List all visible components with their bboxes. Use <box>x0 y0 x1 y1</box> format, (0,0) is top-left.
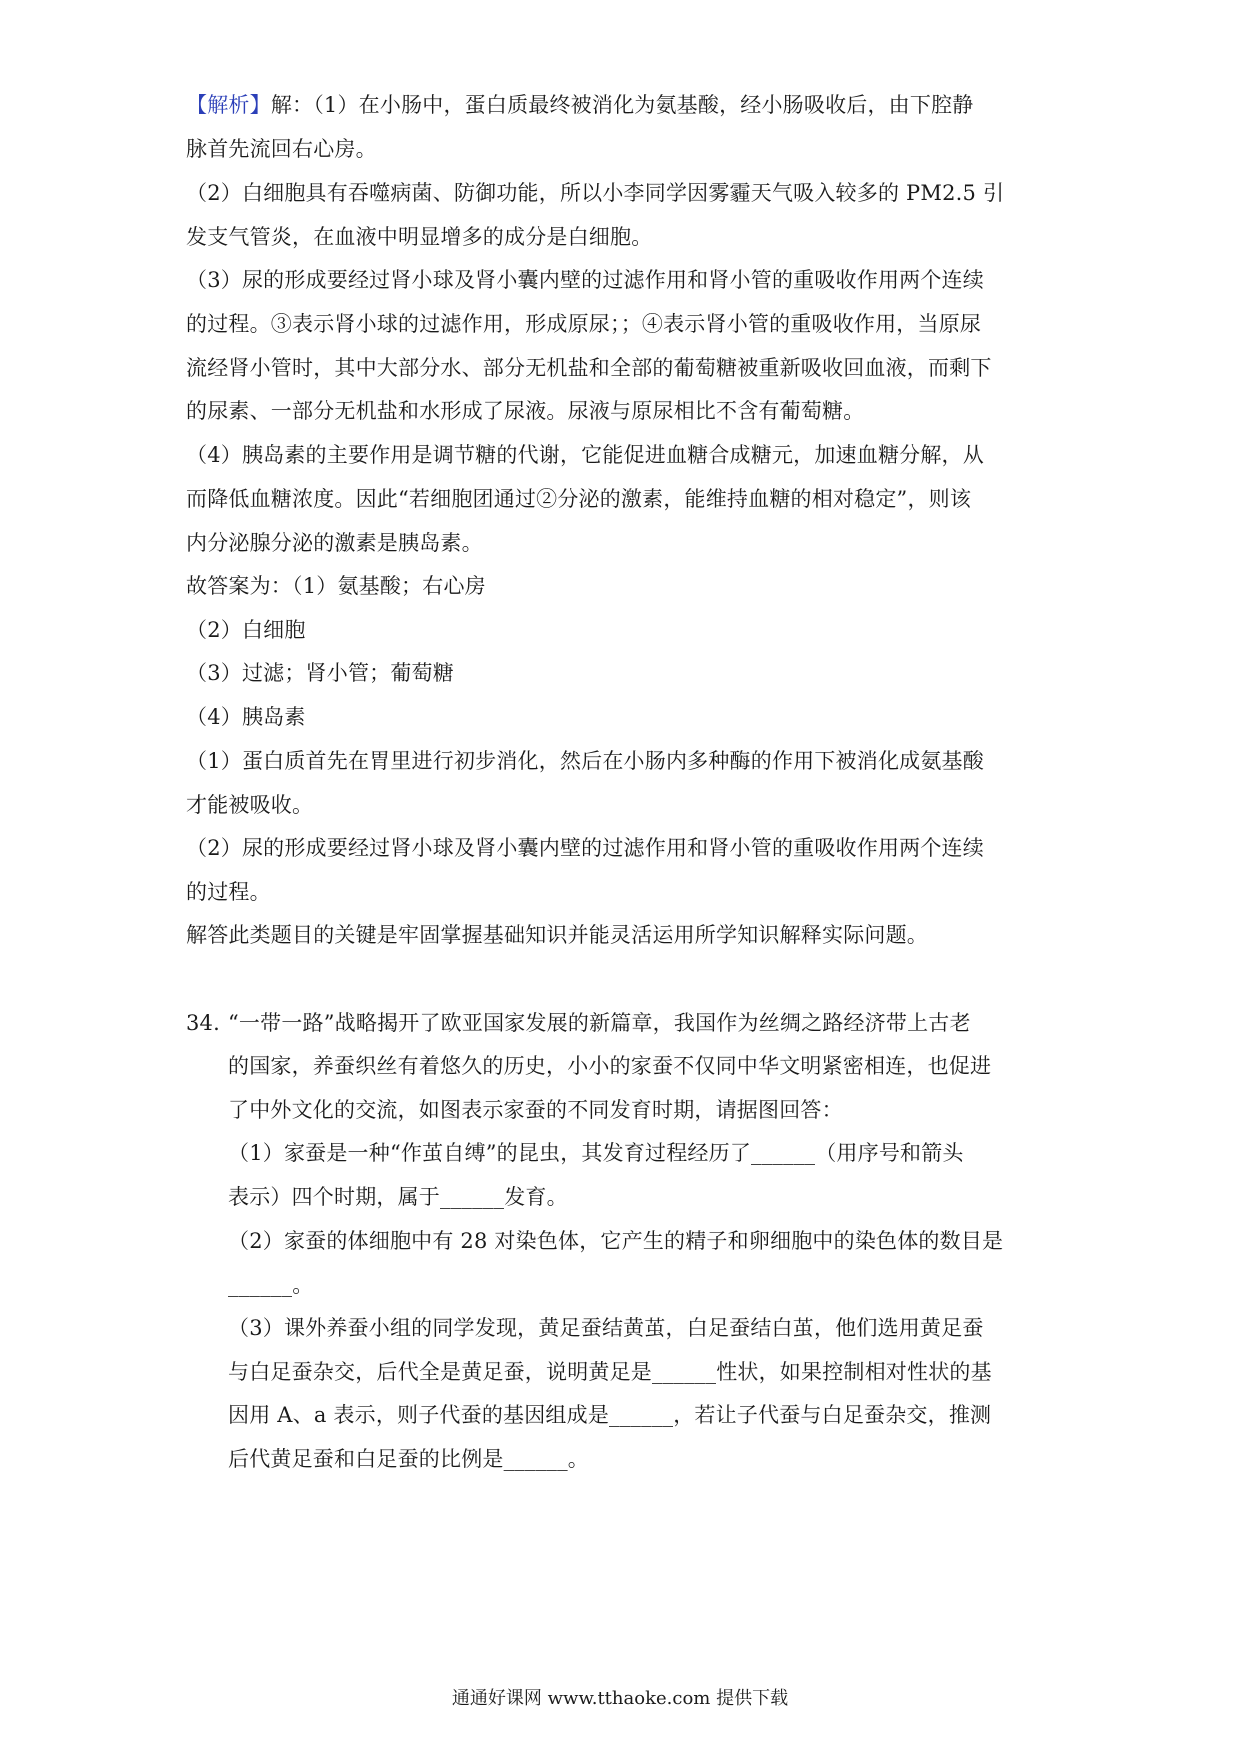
analysis-line: 才能被吸收。 <box>186 793 314 817</box>
analysis-line: （4）胰岛素的主要作用是调节糖的代谢，它能促进血糖合成糖元，加速血糖分解，从 <box>186 443 984 467</box>
analysis-line: 的尿素、一部分无机盐和水形成了尿液。尿液与原尿相比不含有葡萄糖。 <box>186 399 865 423</box>
analysis-line: 而降低血糖浓度。因此“若细胞团通过②分泌的激素，能维持血糖的相对稳定”，则该 <box>186 487 972 511</box>
question-line: ______。 <box>228 1273 314 1297</box>
analysis-first-line-text: 解：（1）在小肠中，蛋白质最终被消化为氨基酸，经小肠吸收后，由下腔静 <box>270 93 974 117</box>
answer-line: （2）白细胞 <box>186 618 306 642</box>
analysis-tag: 【解析】 <box>186 93 271 117</box>
analysis-line: （3）尿的形成要经过肾小球及肾小囊内壁的过滤作用和肾小管的重吸收作用两个连续 <box>186 268 984 292</box>
question-line: 的国家，养蚕织丝有着悠久的历史，小小的家蚕不仅同中华文明紧密相连，也促进 <box>228 1054 992 1078</box>
analysis-line: 的过程。 <box>186 880 271 904</box>
analysis-line: （1）蛋白质首先在胃里进行初步消化，然后在小肠内多种酶的作用下被消化成氨基酸 <box>186 749 984 773</box>
question-line: “一带一路”战略揭开了欧亚国家发展的新篇章，我国作为丝绸之路经济带上古老 <box>228 1011 971 1035</box>
question-line: （2）家蚕的体细胞中有 28 对染色体，它产生的精子和卵细胞中的染色体的数目是 <box>228 1229 1004 1253</box>
analysis-line: （2）白细胞具有吞噬病菌、防御功能，所以小李同学因雾霾天气吸入较多的 PM2.5 引 <box>186 181 1005 205</box>
answer-line: （3）过滤；肾小管；葡萄糖 <box>186 661 454 685</box>
question-line: 因用 A、a 表示，则子代蚕的基因组成是______，若让子代蚕与白足蚕杂交，推测 <box>228 1403 992 1427</box>
analysis-line-1 <box>186 90 973 120</box>
analysis-line: 发支气管炎，在血液中明显增多的成分是白细胞。 <box>186 225 653 249</box>
question-line: 后代黄足蚕和白足蚕的比例是______。 <box>228 1447 589 1471</box>
analysis-line: 流经肾小管时，其中大部分水、部分无机盐和全部的葡萄糖被重新吸收回血液，而剩下 <box>186 356 992 380</box>
question-line: 了中外文化的交流，如图表示家蚕的不同发育时期，请据图回答： <box>228 1098 843 1122</box>
question-line: （3）课外养蚕小组的同学发现，黄足蚕结黄茧，白足蚕结白茧，他们选用黄足蚕 <box>228 1316 984 1340</box>
question-line: 与白足蚕杂交，后代全是黄足蚕，说明黄足是______性状，如果控制相对性状的基 <box>228 1360 992 1384</box>
analysis-line: 脉首先流回右心房。 <box>186 137 377 161</box>
question-line: 表示）四个时期，属于______发育。 <box>228 1185 568 1209</box>
answer-line: 故答案为：（1）氨基酸；右心房 <box>186 574 486 598</box>
question-number: 34. <box>186 1011 220 1035</box>
answer-line: （4）胰岛素 <box>186 705 306 729</box>
analysis-line: 内分泌腺分泌的激素是胰岛素。 <box>186 531 483 555</box>
analysis-summary: 解答此类题目的关键是牢固掌握基础知识并能灵活运用所学知识解释实际问题。 <box>186 923 928 947</box>
page-footer: 通通好课网 www.tthaoke.com 提供下载 <box>451 1688 789 1709</box>
analysis-line: （2）尿的形成要经过肾小球及肾小囊内壁的过滤作用和肾小管的重吸收作用两个连续 <box>186 836 984 860</box>
question-line: （1）家蚕是一种“作茧自缚”的昆虫，其发育过程经历了______（用序号和箭头 <box>228 1141 964 1165</box>
analysis-line: 的过程。③表示肾小球的过滤作用，形成原尿；；④表示肾小管的重吸收作用，当原尿 <box>186 312 982 336</box>
